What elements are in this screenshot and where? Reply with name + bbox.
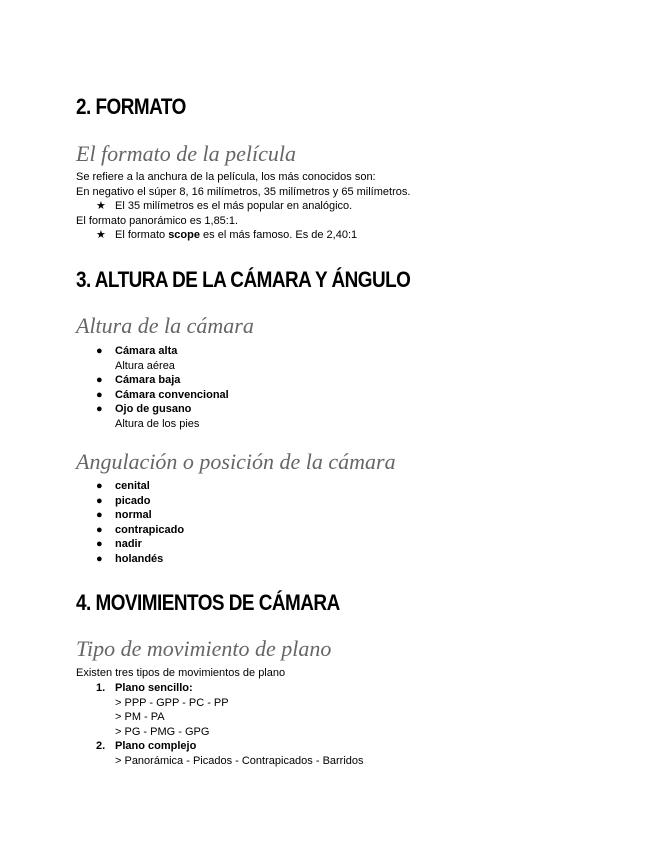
- bullet-icon: ●: [96, 480, 103, 492]
- numbered-item: [76, 739, 576, 754]
- list-item: [76, 199, 576, 214]
- list-item: [76, 494, 576, 509]
- bullet-icon: ●: [96, 374, 103, 386]
- list-item-note-row: [76, 359, 576, 374]
- section-heading-movimientos: 4. MOVIMIENTOS DE CÁMARA: [76, 590, 340, 615]
- bullet-icon: ●: [96, 538, 103, 550]
- detail-text: > PPP - GPP - PC - PP: [115, 696, 229, 709]
- list-item-label: Cámara alta: [115, 345, 178, 357]
- bullet-icon: ●: [96, 345, 103, 357]
- list-item-label: picado: [115, 494, 151, 507]
- subsection-title-tipo-movimiento: Tipo de movimiento de plano: [76, 636, 332, 661]
- list-item: [76, 228, 576, 243]
- paragraph-line: El formato panorámico es 1,85:1.: [76, 215, 239, 227]
- list-item: [76, 537, 576, 552]
- subsection-title-angulacion: Angulación o posición de la cámara: [76, 449, 396, 474]
- list-item-text: El 35 milímetros es el más popular en analógico.: [115, 200, 353, 212]
- numbered-item-label: Plano complejo: [115, 740, 197, 752]
- text-run: es el más famoso. Es de 2,40:1: [199, 229, 358, 241]
- detail-text: > Panorámica - Picados - Contrapicados - Barridos: [115, 754, 364, 767]
- list-item-label: Cámara convencional: [115, 388, 229, 401]
- detail-row: [76, 696, 576, 711]
- list-item-note: Altura aérea: [115, 359, 175, 372]
- list-item: [76, 523, 576, 538]
- list-item-text: [115, 228, 357, 243]
- section-heading-altura-angulo: 3. ALTURA DE LA CÁMARA Y ÁNGULO: [76, 267, 411, 292]
- list-item-label: normal: [115, 509, 152, 521]
- bullet-icon: ●: [96, 388, 103, 401]
- star-icon: ★: [96, 200, 106, 212]
- detail-row: [76, 725, 576, 740]
- bullet-list-angulacion: [76, 479, 576, 566]
- paragraph-line: En negativo el súper 8, 16 milímetros, 35 milímetros y 65 milímetros.: [76, 186, 411, 198]
- list-item: [76, 552, 576, 567]
- bullet-icon: ●: [96, 509, 103, 521]
- list-item-label: nadir: [115, 538, 142, 550]
- list-item: [76, 402, 576, 417]
- list-item-label: contrapicado: [115, 523, 185, 536]
- bold-term: scope: [168, 229, 200, 241]
- list-item: [76, 508, 576, 523]
- paragraph-intro: Existen tres tipos de movimientos de plano: [76, 667, 286, 679]
- list-item-label: holandés: [115, 552, 164, 565]
- subsection-title-altura-camara: Altura de la cámara: [76, 313, 254, 338]
- text-run: El formato: [115, 229, 169, 241]
- list-item-note: Altura de los pies: [115, 417, 200, 430]
- bullet-icon: ●: [96, 403, 103, 415]
- detail-row: [76, 754, 576, 769]
- bullet-icon: ●: [96, 523, 103, 536]
- list-item-label: Cámara baja: [115, 374, 181, 386]
- item-number: 1.: [96, 682, 106, 694]
- detail-text: > PM - PA: [115, 711, 165, 723]
- list-item-note-row: [76, 417, 576, 432]
- list-item-label: Ojo de gusano: [115, 403, 192, 415]
- star-list: [76, 228, 576, 243]
- list-item: [76, 373, 576, 388]
- star-list: [76, 199, 576, 214]
- list-item-label: cenital: [115, 480, 150, 492]
- subsection-title-formato-pelicula: El formato de la película: [76, 141, 296, 166]
- section-heading-formato: 2. FORMATO: [76, 94, 186, 119]
- numbered-item-label: Plano sencillo:: [115, 682, 193, 694]
- paragraph-line: Se refiere a la anchura de la película, los más conocidos son:: [76, 171, 376, 183]
- bullet-icon: ●: [96, 494, 103, 507]
- item-number: 2.: [96, 740, 106, 752]
- bullet-icon: ●: [96, 552, 103, 565]
- detail-text: > PG - PMG - GPG: [115, 725, 210, 738]
- list-item: [76, 344, 576, 359]
- bullet-list-altura: [76, 344, 576, 431]
- list-item: [76, 479, 576, 494]
- numbered-list: [76, 681, 576, 768]
- numbered-item: [76, 681, 576, 696]
- detail-row: [76, 710, 576, 725]
- list-item: [76, 388, 576, 403]
- star-icon: ★: [96, 229, 106, 241]
